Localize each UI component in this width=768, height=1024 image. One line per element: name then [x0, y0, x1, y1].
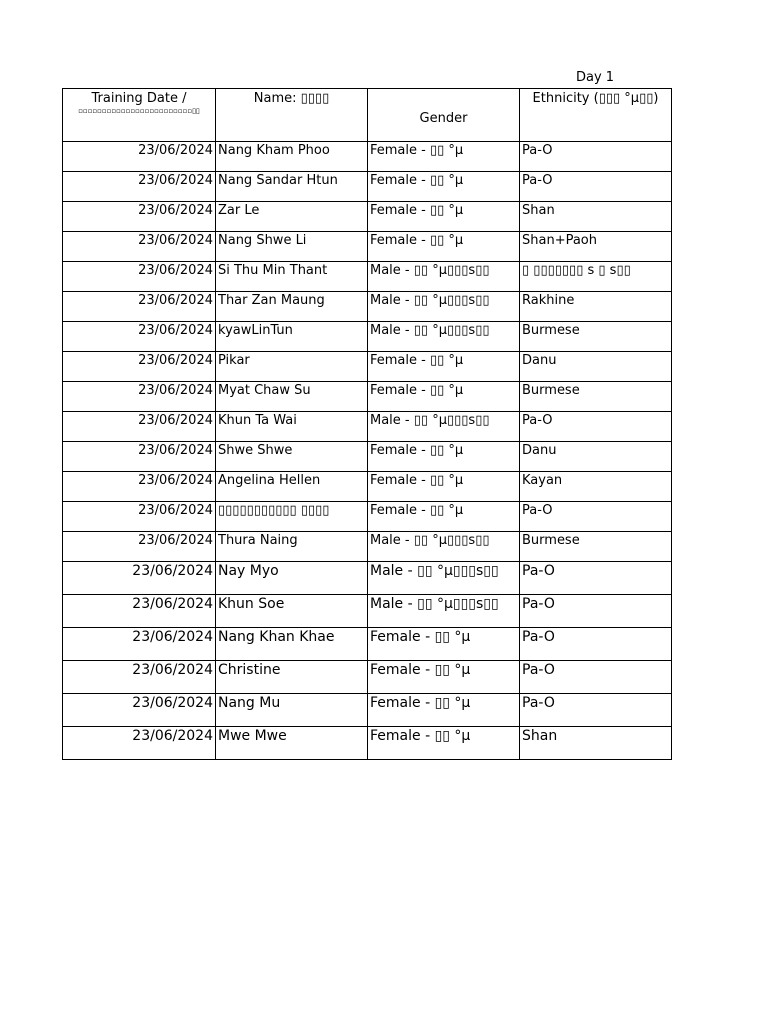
cell-date: 23/06/2024 [63, 292, 216, 322]
cell-ethnicity: Danu [520, 352, 672, 382]
cell-date: 23/06/2024 [63, 412, 216, 442]
cell-name: Myat Chaw Su [216, 382, 368, 412]
cell-gender: Female - ▯▯ °µ [368, 442, 520, 472]
cell-date: 23/06/2024 [63, 382, 216, 412]
cell-date: 23/06/2024 [63, 172, 216, 202]
cell-gender: Female - ▯▯ °µ [368, 172, 520, 202]
table-row [63, 562, 672, 595]
table-row [63, 202, 672, 232]
cell-gender: Male - ▯▯ °µ▯▯▯s▯▯ [368, 412, 520, 442]
cell-date: 23/06/2024 [63, 532, 216, 562]
table-body [63, 142, 672, 760]
cell-name: Nang Mu [216, 694, 368, 727]
cell-name: Pikar [216, 352, 368, 382]
cell-ethnicity: Pa-O [520, 502, 672, 532]
table-row [63, 727, 672, 760]
cell-date: 23/06/2024 [63, 202, 216, 232]
cell-date: 23/06/2024 [63, 661, 216, 694]
table-header [63, 89, 672, 142]
cell-name: Zar Le [216, 202, 368, 232]
table-row [63, 142, 672, 172]
header-gender: Gender [368, 89, 520, 142]
cell-ethnicity: Burmese [520, 322, 672, 352]
cell-name: Christine [216, 661, 368, 694]
day-label: Day 1 [576, 70, 615, 85]
cell-date: 23/06/2024 [63, 727, 216, 760]
cell-date: 23/06/2024 [63, 352, 216, 382]
table-row [63, 442, 672, 472]
cell-ethnicity: Pa-O [520, 694, 672, 727]
cell-name: Nay Myo [216, 562, 368, 595]
table-row [63, 595, 672, 628]
cell-gender: Male - ▯▯ °µ▯▯▯s▯▯ [368, 562, 520, 595]
cell-ethnicity: Kayan [520, 472, 672, 502]
cell-name: Khun Soe [216, 595, 368, 628]
cell-ethnicity: Burmese [520, 532, 672, 562]
table-row [63, 352, 672, 382]
cell-ethnicity: Rakhine [520, 292, 672, 322]
cell-name: Angelina Hellen [216, 472, 368, 502]
table-row [63, 661, 672, 694]
cell-name: Mwe Mwe [216, 727, 368, 760]
cell-date: 23/06/2024 [63, 322, 216, 352]
table-row [63, 322, 672, 352]
cell-ethnicity: Shan [520, 727, 672, 760]
cell-date: 23/06/2024 [63, 472, 216, 502]
cell-name: Nang Kham Phoo [216, 142, 368, 172]
header-name: Name: ▯▯▯▯ [216, 89, 368, 142]
cell-name: Nang Khan Khae [216, 628, 368, 661]
table-row [63, 412, 672, 442]
header-ethnicity: Ethnicity (▯▯▯ °µ▯▯) [520, 89, 672, 142]
table-row [63, 694, 672, 727]
table-row [63, 472, 672, 502]
cell-gender: Female - ▯▯ °µ [368, 472, 520, 502]
cell-gender: Female - ▯▯ °µ [368, 382, 520, 412]
table-row [63, 172, 672, 202]
table-row [63, 382, 672, 412]
cell-ethnicity: Shan [520, 202, 672, 232]
header-row [63, 89, 672, 142]
cell-gender: Male - ▯▯ °µ▯▯▯s▯▯ [368, 322, 520, 352]
table-row [63, 532, 672, 562]
cell-gender: Male - ▯▯ °µ▯▯▯s▯▯ [368, 292, 520, 322]
cell-ethnicity: Pa-O [520, 412, 672, 442]
cell-gender: Male - ▯▯ °µ▯▯▯s▯▯ [368, 595, 520, 628]
cell-gender: Female - ▯▯ °µ [368, 661, 520, 694]
cell-name: Khun Ta Wai [216, 412, 368, 442]
table-row [63, 502, 672, 532]
cell-ethnicity: Pa-O [520, 595, 672, 628]
cell-name: kyawLinTun [216, 322, 368, 352]
cell-date: 23/06/2024 [63, 595, 216, 628]
cell-date: 23/06/2024 [63, 262, 216, 292]
cell-name: Shwe Shwe [216, 442, 368, 472]
header-training-date-label: Training Date / [91, 91, 187, 106]
cell-name: Si Thu Min Thant [216, 262, 368, 292]
cell-date: 23/06/2024 [63, 502, 216, 532]
cell-date: 23/06/2024 [63, 232, 216, 262]
cell-name: Nang Shwe Li [216, 232, 368, 262]
cell-ethnicity: Burmese [520, 382, 672, 412]
table-row [63, 292, 672, 322]
cell-gender: Female - ▯▯ °µ [368, 502, 520, 532]
cell-date: 23/06/2024 [63, 562, 216, 595]
table-row [63, 262, 672, 292]
cell-gender: Female - ▯▯ °µ [368, 142, 520, 172]
cell-gender: Female - ▯▯ °µ [368, 694, 520, 727]
cell-name: Nang Sandar Htun [216, 172, 368, 202]
cell-name: Thar Zan Maung [216, 292, 368, 322]
cell-date: 23/06/2024 [63, 694, 216, 727]
header-training-date-sub: ▫▫▫▫▫▫▫▫▫▫▫▫▫▫▫▫▫▫▫▫▫▫▫▫▯▯ [78, 107, 200, 115]
cell-name: Thura Naing [216, 532, 368, 562]
cell-gender: Female - ▯▯ °µ [368, 727, 520, 760]
cell-ethnicity: Pa-O [520, 628, 672, 661]
attendance-table [62, 88, 672, 760]
cell-gender: Female - ▯▯ °µ [368, 352, 520, 382]
cell-ethnicity: Pa-O [520, 172, 672, 202]
cell-name: ▯▯▯▯▯▯▯▯▯▯▯ ▯▯▯▯ [216, 502, 368, 532]
cell-ethnicity: Pa-O [520, 562, 672, 595]
header-training-date [63, 89, 216, 142]
cell-ethnicity: Pa-O [520, 661, 672, 694]
cell-gender: Male - ▯▯ °µ▯▯▯s▯▯ [368, 532, 520, 562]
cell-date: 23/06/2024 [63, 628, 216, 661]
cell-gender: Female - ▯▯ °µ [368, 202, 520, 232]
table-row [63, 628, 672, 661]
cell-ethnicity: Danu [520, 442, 672, 472]
cell-gender: Female - ▯▯ °µ [368, 628, 520, 661]
cell-ethnicity: Pa-O [520, 142, 672, 172]
cell-ethnicity: ▯ ▯▯▯▯▯▯▯ s ▯ s▯▯ [520, 262, 672, 292]
cell-gender: Male - ▯▯ °µ▯▯▯s▯▯ [368, 262, 520, 292]
cell-gender: Female - ▯▯ °µ [368, 232, 520, 262]
cell-ethnicity: Shan+Paoh [520, 232, 672, 262]
table-row [63, 232, 672, 262]
cell-date: 23/06/2024 [63, 442, 216, 472]
cell-date: 23/06/2024 [63, 142, 216, 172]
